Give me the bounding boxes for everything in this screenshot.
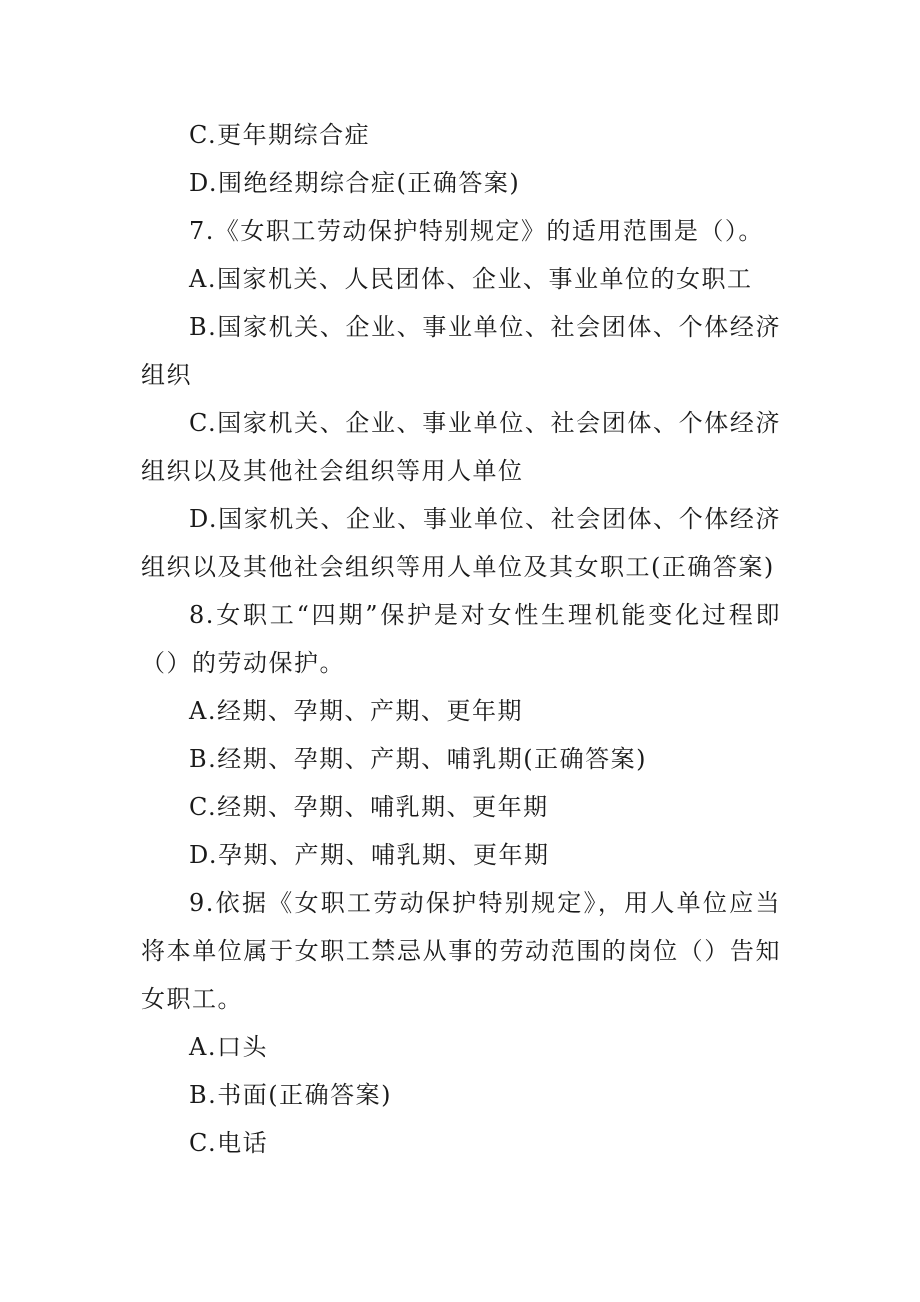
document-body: [141, 111, 781, 1167]
option-b-q9: B.书面(正确答案): [189, 1081, 392, 1109]
option-c-q6: C.更年期综合症: [189, 121, 371, 149]
option-a-q7: A.国家机关、人民团体、企业、事业单位的女职工: [189, 265, 753, 293]
option-b-q7: B.国家机关、企业、事业单位、社会团体、个体经济组织: [141, 313, 781, 389]
option-a-q9: A.口头: [189, 1033, 268, 1061]
question-7: 7.《女职工劳动保护特别规定》的适用范围是（）。: [189, 217, 764, 245]
question-8: 8.女职工“四期”保护是对女性生理机能变化过程即（）的劳动保护。: [141, 601, 781, 677]
option-c-q9: C.电话: [189, 1129, 269, 1157]
option-d-q8: D.孕期、产期、哺乳期、更年期: [189, 841, 550, 869]
option-d-q6: D.围绝经期综合症(正确答案): [189, 169, 521, 197]
option-c-q8: C.经期、孕期、哺乳期、更年期: [189, 793, 549, 821]
option-a-q8: A.经期、孕期、产期、更年期: [189, 697, 523, 725]
option-c-q7: C.国家机关、企业、事业单位、社会团体、个体经济组织以及其他社会组织等用人单位: [141, 409, 781, 485]
option-b-q8: B.经期、孕期、产期、哺乳期(正确答案): [189, 745, 647, 773]
question-9: 9.依据《女职工劳动保护特别规定》，用人单位应当将本单位属于女职工禁忌从事的劳动范围的岗位（）告知女职工。: [141, 889, 781, 1013]
option-d-q7: D.国家机关、企业、事业单位、社会团体、个体经济组织以及其他社会组织等用人单位及其女职工(正确答案): [141, 505, 781, 581]
